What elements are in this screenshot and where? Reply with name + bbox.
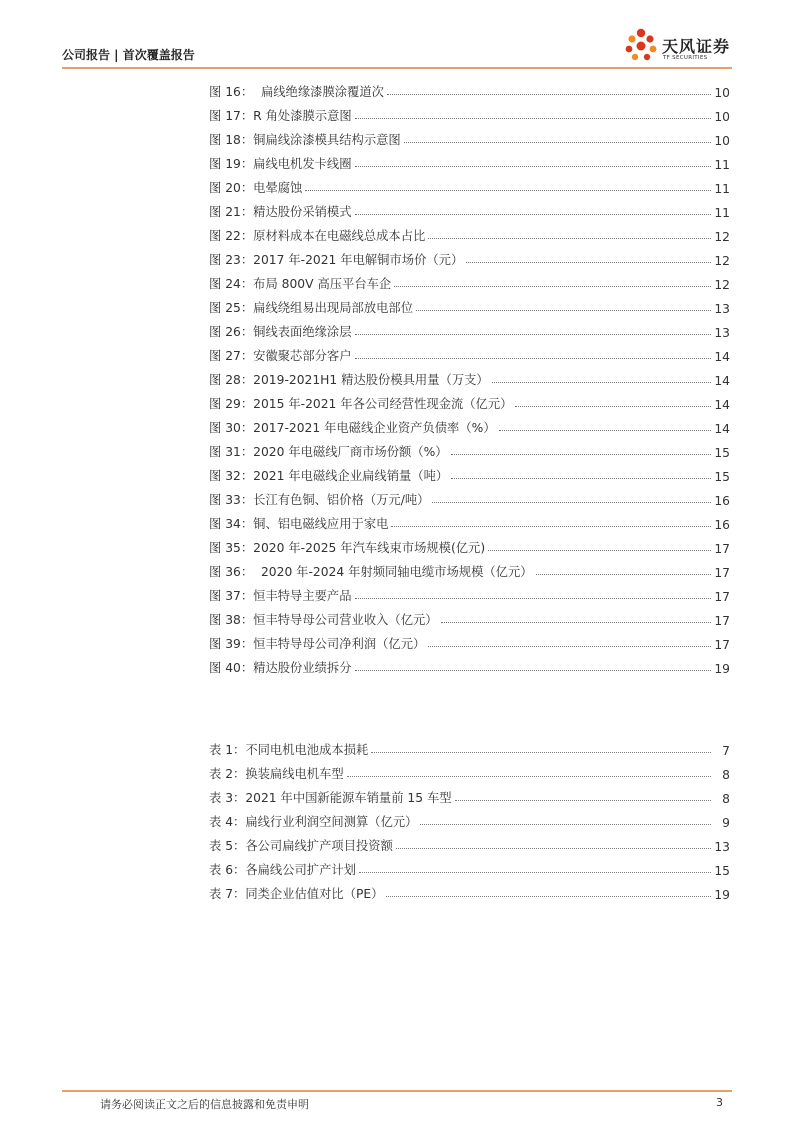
toc-entry[interactable] [209,460,730,484]
toc-entry-label: 图 36： 2020 年-2024 年射频同轴电缆市场规模（亿元） [209,565,533,579]
toc-entry-page: 8 [722,768,730,782]
toc-entry[interactable] [209,124,730,148]
toc-leader [432,501,711,503]
toc-entry-label: 图 22：原材料成本在电磁线总成本占比 [209,229,426,243]
toc-entry[interactable] [209,268,730,292]
toc-entry[interactable] [209,388,730,412]
toc-entry-page: 14 [714,350,730,364]
toc-entry-label: 图 34：铜、铝电磁线应用于家电 [209,517,389,531]
toc-entry-label: 图 19：扁线电机发卡线圈 [209,157,352,171]
toc-entry[interactable] [209,220,730,244]
toc-entry[interactable] [209,412,730,436]
toc-entry[interactable] [209,316,730,340]
toc-entry-page: 15 [714,470,730,484]
toc-entry-label: 图 21：精达股份采销模式 [209,205,352,219]
toc-entry-label: 图 35：2020 年-2025 年汽车线束市场规模(亿元) [209,541,486,555]
toc-leader [355,669,711,671]
toc-entry-page: 17 [714,566,730,580]
toc-leader [355,165,711,167]
toc-entry-label: 表 7：同类企业估值对比（PE） [209,887,384,901]
toc-entry-label: 图 32：2021 年电磁线企业扁线销量（吨） [209,469,449,483]
toc-entry[interactable] [209,76,730,100]
toc-entry-label: 表 2：换装扁线电机车型 [209,767,344,781]
toc-leader [420,823,711,825]
toc-leader [396,847,711,849]
toc-entry-label: 图 20：电晕腐蚀 [209,181,303,195]
toc-entry[interactable] [209,148,730,172]
toc-entry-label: 图 17：R 角处漆膜示意图 [209,109,352,123]
toc-leader [404,141,711,143]
toc-leader [355,597,711,599]
tf-flower-icon [622,26,660,66]
toc-entry-page: 16 [714,518,730,532]
figure-list [209,76,730,676]
toc-entry-page: 19 [714,662,730,676]
toc-entry[interactable] [209,734,730,758]
toc-entry[interactable] [209,532,730,556]
toc-entry-page: 13 [714,326,730,340]
toc-entry[interactable] [209,436,730,460]
toc-leader [451,477,711,479]
toc-entry[interactable] [209,782,730,806]
toc-leader [451,453,711,455]
toc-entry-page: 14 [714,422,730,436]
toc-entry[interactable] [209,340,730,364]
toc-entry[interactable] [209,878,730,902]
disclaimer-note: 请务必阅读正文之后的信息披露和免责申明 [100,1098,309,1111]
toc-entry-page: 14 [714,374,730,388]
toc-entry-page: 15 [714,864,730,878]
toc-leader [347,775,711,777]
toc-entry[interactable] [209,854,730,878]
toc-entry-label: 图 26：铜线表面绝缘涂层 [209,325,352,339]
toc-entry[interactable] [209,758,730,782]
toc-entry-label: 图 29：2015 年-2021 年各公司经营性现金流（亿元） [209,397,513,411]
toc-entry-label: 图 18：铜扁线涂漆模具结构示意图 [209,133,401,147]
toc-leader [515,405,711,407]
toc-entry-page: 19 [714,888,730,902]
company-logo [622,26,734,66]
toc-entry-page: 14 [714,398,730,412]
toc-entry-page: 11 [714,182,730,196]
toc-entry-page: 12 [714,230,730,244]
toc-entry-page: 12 [714,278,730,292]
toc-leader [428,645,711,647]
toc-entry[interactable] [209,364,730,388]
toc-entry-page: 11 [714,206,730,220]
toc-entry-page: 12 [714,254,730,268]
toc-leader [386,895,711,897]
toc-entry-label: 图 30：2017-2021 年电磁线企业资产负债率（%） [209,421,496,435]
toc-entry-label: 图 39：恒丰特导母公司净利润（亿元） [209,637,426,651]
toc-entry-label: 图 37：恒丰特导主要产品 [209,589,352,603]
toc-entry-page: 9 [722,816,730,830]
toc-leader [428,237,711,239]
toc-entry[interactable] [209,292,730,316]
toc-leader [499,429,711,431]
toc-entry-page: 7 [722,744,730,758]
toc-entry-label: 图 25：扁线绕组易出现局部放电部位 [209,301,414,315]
toc-leader [371,751,711,753]
toc-entry[interactable] [209,830,730,854]
toc-entry[interactable] [209,580,730,604]
toc-leader [355,357,711,359]
toc-entry-page: 10 [714,86,730,100]
toc-leader [416,309,711,311]
toc-entry[interactable] [209,100,730,124]
toc-entry-label: 图 27：安徽聚芯部分客户 [209,349,352,363]
toc-entry-page: 10 [714,110,730,124]
toc-leader [359,871,711,873]
logo-chinese-name: 天风证券 [662,37,731,56]
toc-entry-page: 13 [714,302,730,316]
toc-leader [466,261,711,263]
report-type-title: 公司报告 | 首次覆盖报告 [62,48,195,62]
toc-entry-label: 表 4：扁线行业利润空间测算（亿元） [209,815,418,829]
toc-entry-label: 表 1：不同电机电池成本损耗 [209,743,369,757]
toc-entry[interactable] [209,806,730,830]
toc-entry[interactable] [209,196,730,220]
toc-leader [455,799,711,801]
toc-entry-label: 图 33：长江有色铜、铝价格（万元/吨） [209,493,430,507]
toc-leader [387,93,711,95]
toc-entry[interactable] [209,628,730,652]
toc-entry-page: 8 [722,792,730,806]
toc-entry-label: 图 24：布局 800V 高压平台车企 [209,277,392,291]
toc-leader [305,189,711,191]
toc-leader [355,333,711,335]
toc-entry-page: 15 [714,446,730,460]
toc-entry-label: 图 40：精达股份业绩拆分 [209,661,352,675]
footer-divider [62,1090,732,1092]
toc-entry-page: 13 [714,840,730,854]
toc-leader [488,549,711,551]
toc-entry-label: 表 5：各公司扁线扩产项目投资额 [209,839,393,853]
toc-leader [355,213,711,215]
toc-entry-page: 17 [714,590,730,604]
toc-entry[interactable] [209,244,730,268]
toc-entry-label: 图 16： 扁线绝缘漆膜涂覆道次 [209,85,384,99]
page-number: 3 [716,1096,723,1109]
logo-english-name: TF SECURITIES [663,55,708,61]
toc-entry[interactable] [209,172,730,196]
toc-leader [441,621,711,623]
toc-entry[interactable] [209,484,730,508]
toc-entry-label: 表 6：各扁线公司扩产计划 [209,863,356,877]
toc-entry-page: 16 [714,494,730,508]
toc-leader [492,381,711,383]
toc-entry-page: 17 [714,638,730,652]
toc-entry-label: 表 3：2021 年中国新能源车销量前 15 车型 [209,791,452,805]
toc-entry-page: 10 [714,134,730,148]
header-divider [62,67,732,69]
toc-entry[interactable] [209,508,730,532]
table-list [209,734,730,902]
toc-entry-page: 17 [714,614,730,628]
toc-entry-label: 图 31：2020 年电磁线厂商市场份额（%） [209,445,448,459]
toc-entry-page: 11 [714,158,730,172]
toc-leader [536,573,711,575]
toc-leader [391,525,711,527]
toc-entry[interactable] [209,652,730,676]
toc-entry[interactable] [209,556,730,580]
toc-entry[interactable] [209,604,730,628]
toc-entry-label: 图 23：2017 年-2021 年电解铜市场价（元） [209,253,464,267]
toc-entry-label: 图 38：恒丰特导母公司营业收入（亿元） [209,613,438,627]
toc-entry-label: 图 28：2019-2021H1 精达股份模具用量（万支） [209,373,489,387]
toc-leader [394,285,711,287]
toc-leader [355,117,711,119]
toc-entry-page: 17 [714,542,730,556]
